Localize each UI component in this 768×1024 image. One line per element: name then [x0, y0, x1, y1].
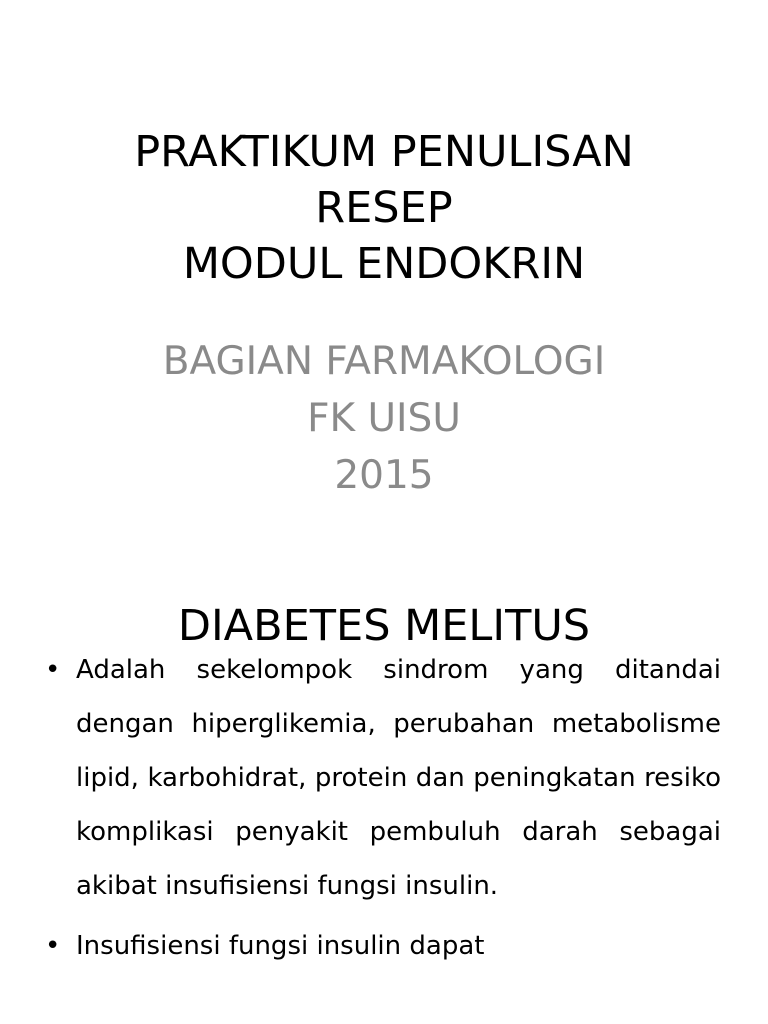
section-title: DIABETES MELITUS: [177, 601, 591, 651]
subtitle-department: BAGIAN FARMAKOLOGI: [162, 339, 606, 384]
list-item: [45, 919, 721, 973]
slide-title-line-1: PRAKTIKUM PENULISAN: [134, 127, 634, 177]
slide-title-line-3: MODUL ENDOKRIN: [182, 239, 586, 289]
bullet-icon: •: [45, 931, 61, 961]
bullet-text: Adalah sekelompok sindrom yang ditandai dengan hiperglikemia, perubahan metabolisme lipid, karbohidrat, protein dan peningkatan resiko komplikasi penyakit pembuluh darah sebagai akibat insufisiensi fungsi insulin.: [76, 655, 721, 901]
subtitle-year: 2015: [334, 453, 434, 498]
list-item: [45, 643, 721, 913]
bullet-list: [0, 643, 768, 979]
bullet-text: Insufisiensi fungsi insulin dapat: [76, 931, 485, 961]
subtitle-faculty: FK UISU: [307, 396, 461, 441]
slide-subtitle: [0, 333, 768, 504]
slide-title-line-2: RESEP: [315, 183, 453, 233]
bullet-icon: •: [45, 655, 61, 685]
slide-title: [0, 124, 768, 292]
